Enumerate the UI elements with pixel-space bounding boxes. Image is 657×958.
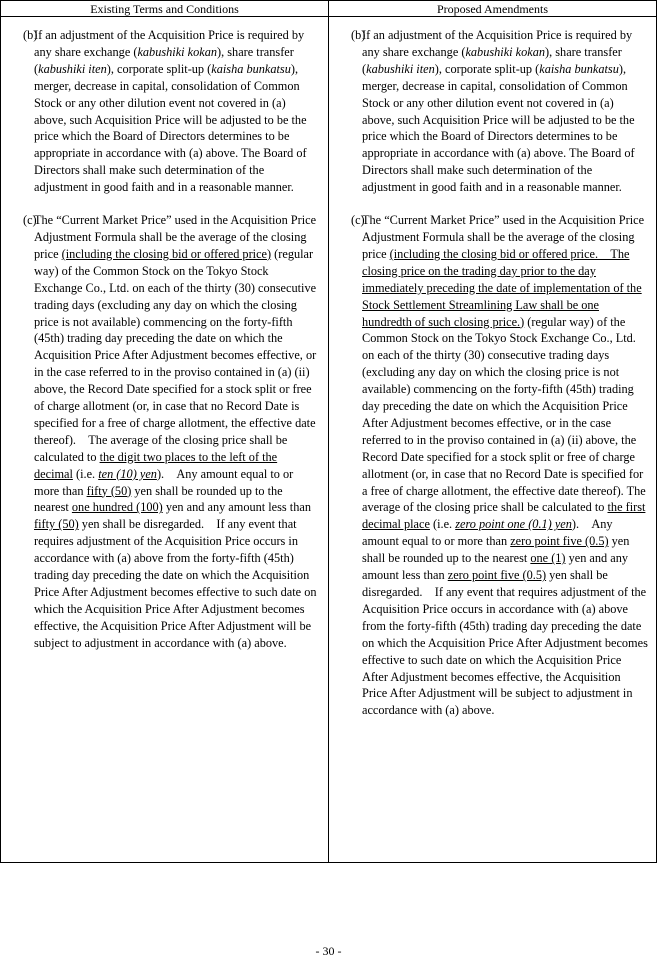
content-row	[1, 17, 657, 863]
amended-text: the digit two places to the left of the decimal	[34, 449, 278, 481]
clause-label: (c)	[351, 213, 365, 228]
amended-text: one (1)	[530, 551, 566, 566]
clause-text: The “Current Market Price” used in the Acquisition Price Adjustment Formula shall be the average of the closing price (including the closing bid or offered price) (regular way) of the Common Stock on the Tokyo Stock Exchange Co., Ltd. on each of the thirty (30) consecutive trading days (excluding any day on which the closing price is not available) commencing on the forty-fifth (45th) trading day preceding the date on which the Acquisition Price After Adjustment becomes effective, or in the case referred to in the proviso contained in (a) (ii) above, the Record Date specified for a stock split or free of charge allotment (or, in case that no Record Date is specified for a free of charge allotment, the effective date thereof). The average of the closing price shall be calculated to the digit two places to the left of the decimal (i.e. ten (10) yen). Any amount equal to or more than fifty (50) yen shall be rounded up to the nearest one hundred (100) yen and any amount less than fifty (50) yen shall be disregarded. If any event that requires adjustment of the Acquisition Price occurs in accordance with (a) above from the forty-fifth (45th) trading day preceding the date on which the Acquisition Price After Adjustment becomes effective to such date on which the Acquisition Price After Adjustment becomes effective, the Acquisition Price After Adjustment will be subject to adjustment in accordance with (a) above.	[34, 213, 317, 650]
existing-clause-c	[1, 212, 328, 652]
header-existing: Existing Terms and Conditions	[1, 1, 329, 17]
amended-text: zero point one (0.1) yen	[455, 517, 572, 532]
italic-term: kaisha bunkatsu	[539, 61, 619, 76]
clause-label: (b)	[23, 28, 38, 42]
amended-text: (including the closing bid or offered price. The closing price on the trading day prior to the day immediately preceding the date of implementation of the Stock Settlement Streamlining Law shall be one hundredth of such closing price.)	[362, 246, 642, 329]
amended-text: fifty (50)	[86, 483, 132, 498]
proposed-column	[329, 17, 657, 863]
page-number: - 30 -	[315, 944, 342, 958]
header-row	[1, 1, 657, 17]
italic-term: kabushiki kokan	[137, 44, 218, 59]
clause-label: (c)	[23, 213, 37, 228]
proposed-clause-c	[329, 212, 656, 719]
amended-text: the first decimal place	[362, 500, 646, 532]
amended-text: zero point five (0.5)	[447, 568, 547, 583]
existing-clause-b	[1, 27, 328, 196]
italic-term: kaisha bunkatsu	[211, 61, 291, 76]
clause-text: The “Current Market Price” used in the Acquisition Price Adjustment Formula shall be the average of the closing price (including the closing bid or offered price. The closing price on the trading day prior to the day immediately preceding the date of implementation of the Stock Settlement Streamlining Law shall be one hundredth of such closing price.) (regular way) of the Common Stock on the Tokyo Stock Exchange Co., Ltd. on each of the thirty (30) consecutive trading days (excluding any day on which the closing price is not available) commencing on the forty-fifth (45th) trading day preceding the date on which the Acquisition Price After Adjustment becomes effective, or in the case referred to in the proviso contained in (a) (ii) above, the Record Date specified for a stock split or free of charge allotment (or, in case that no Record Date is specified for a free of charge allotment, the effective date thereof). The average of the closing price shall be calculated to the first decimal place (i.e. zero point one (0.1) yen). Any amount equal to or more than zero point five (0.5) yen shall be rounded up to the nearest one (1) yen and any amount less than zero point five (0.5) yen shall be disregarded. If any event that requires adjustment of the Acquisition Price occurs in accordance with (a) above from the forty-fifth (45th) trading day preceding the date on which the Acquisition Price After Adjustment becomes effective to such date on which the Acquisition Price After Adjustment becomes effective, the Acquisition Price After Adjustment will be subject to adjustment in accordance with (a) above.	[362, 213, 648, 718]
amended-text: ten (10) yen	[98, 466, 157, 481]
clause-text: If an adjustment of the Acquisition Price is required by any share exchange (kabushiki kokan), share transfer (kabushiki iten), corporate split-up (kaisha bunkatsu), merger, decrease in capital, consolidation of Common Stock or any other dilution event not covered in (a) above, such Acquisition Price will be adjusted to be the price which the Board of Directors determines to be appropriate in accordance with (a) above. The Board of Directors shall make such determination of the adjustment in good faith and in a reasonable manner.	[34, 28, 307, 195]
existing-column	[1, 17, 329, 863]
amended-text: zero point five (0.5)	[510, 534, 609, 549]
clause-text: If an adjustment of the Acquisition Price is required by any share exchange (kabushiki kokan), share transfer (kabushiki iten), corporate split-up (kaisha bunkatsu), merger, decrease in capital, consolidation of Common Stock or any other dilution event not covered in (a) above, such Acquisition Price will be adjusted to be the price which the Board of Directors determines to be appropriate in accordance with (a) above. The Board of Directors shall make such determination of the adjustment in good faith and in a reasonable manner.	[362, 28, 635, 195]
amended-text: one hundred (100)	[71, 500, 163, 515]
header-proposed: Proposed Amendments	[329, 1, 657, 17]
amended-text: fifty (50)	[34, 517, 79, 532]
clause-label: (b)	[351, 28, 366, 42]
italic-term: kabushiki iten	[38, 61, 107, 76]
amended-text: (including the closing bid or offered price)	[61, 246, 272, 261]
italic-term: kabushiki kokan	[465, 44, 546, 59]
italic-term: kabushiki iten	[366, 61, 435, 76]
proposed-clause-b	[329, 27, 656, 196]
